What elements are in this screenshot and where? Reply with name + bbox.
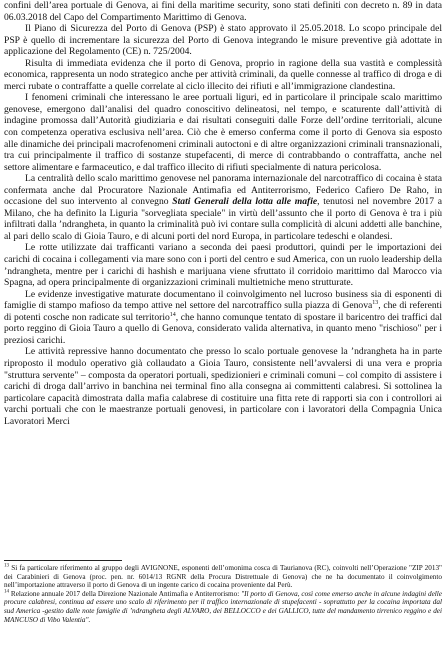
footnote-ref: 13 bbox=[4, 563, 9, 569]
document-page bbox=[4, 0, 442, 427]
text-run: Risulta di immediata evidenza che il porto di Genova, proprio in ragione della sua vastità e complessità economica, rappresenta un nodo strategico anche per attività criminali, da quelle connesse al traffico di droga e di merci rubate o contraffatte a quelle correlate al ciclo illecito dei rifiuti e all’immigrazione clandestina. bbox=[4, 57, 442, 92]
paragraph-7 bbox=[4, 289, 442, 347]
text-run: , che di referenti di potenti cosche non radicate sul territorio bbox=[4, 300, 442, 323]
footnote-ref: 14 bbox=[169, 311, 176, 318]
footnote-1 bbox=[4, 564, 442, 590]
footnotes bbox=[4, 564, 442, 624]
paragraph-4 bbox=[4, 92, 442, 173]
text-run: I fenomeni criminali che interessano le aree portuali liguri, ed in particolare il principale scalo marittimo genovese, emergono dall’analisi del quadro conoscitivo delineatosi, nel tempo, e scaturente dall’attività di indagine promossa dall’Autorità giudiziaria e dai risultati conseguiti dalle Forze dell’ordine territoriali, alcune con competenza operativa esclusiva nell’area. Ciò che è emerso conferma come il porto di Genova sia esposto alle dinamiche dei principali macrofenomeni criminali autoctoni e di altre organizzazioni criminali transnazionali, tra cui principalmente il traffico di sostanze stupefacenti, di merce di contrabbando o contraffatta, anche nel settore alimentare e farmaceutico, e dal traffico illecito di rifiuti specialmente di natura pericolosa. bbox=[4, 92, 442, 173]
text-run: Il Piano di Sicurezza del Porto di Genova (PSP) è stato approvato il 25.05.2018. Lo scopo principale del PSP è quello di incrementare la sicurezza del Porto di Genova integrando le misure preventive già adottate in applicazione del Regolamento (CE) n. 725/2004. bbox=[4, 23, 442, 58]
footnote-2 bbox=[4, 590, 442, 624]
text-run: La centralità dello scalo marittimo genovese nel panorama internazionale del narcotraffico di cocaina è stata confermata anche dal Procuratore Nazionale Antimafia ed Antiterrorismo, Federico Cafiero De Raho, in occasione del suo intervento al convegno bbox=[4, 173, 442, 208]
footnote-separator bbox=[4, 560, 122, 561]
text-run: Stati Generali della lotta alle mafie bbox=[172, 196, 318, 208]
body-text bbox=[4, 0, 442, 427]
paragraph-6 bbox=[4, 242, 442, 288]
text-run: Si fa particolare riferimento al gruppo degli AVIGNONE, esponenti dell’omonima cosca di Taurianova (RC), coinvolti nell’Operazione "ZIP 2013" dei Carabinieri di Genova (proc. pen. nr. 6014/13 RGNR della Procura Distrettuale di Genova) che ne ha documentato il coinvolgimento nell’importazione attraverso il porto di Genova di un ingente carico di cocaina proveniente dal Perù. bbox=[4, 564, 442, 590]
text-run: confini dell’area portuale di Genova, ai fini della maritime security, sono stati definiti con decreto n. 89 in data 06.03.2018 del Capo del Compartimento Marittimo di Genova. bbox=[4, 0, 442, 23]
text-run: , tenutosi nel novembre 2017 a Milano, che ha definito la Liguria "sorvegliata speciale" in virtù dell’assunto che il porto di Genova è tra i più infiltrati dalla ’ndrangheta, in quanto la criminalità può ivi contare sulla complicità di alcuni addetti alle banchine, al pari dello scalo di Gioia Tauro, e di alcuni porti del nord Europa, in particolare tedeschi e olandesi. bbox=[4, 196, 442, 242]
footnote-ref: 13 bbox=[372, 300, 379, 307]
text-run: , che hanno comunque tentato di spostare il baricentro dei traffici dal porto reggino di Gioia Tauro a quello di Genova, considerato valida alternativa, in quanto meno "rischioso" per i preziosi carichi. bbox=[4, 311, 443, 346]
footnote-ref: 14 bbox=[4, 589, 9, 595]
paragraph-5 bbox=[4, 173, 442, 242]
paragraph-8 bbox=[4, 346, 442, 427]
text-run: Le evidenze investigative maturate documentano il coinvolgimento nel lucroso business sia di esponenti di famiglie di stampo mafioso da tempo attive nel settore del narcotraffico sulla piazza di Genova bbox=[4, 288, 442, 312]
text-run: Le attività repressive hanno documentato che presso lo scalo portuale genovese la ’ndrangheta ha in parte riproposto il modulo operativo già collaudato a Gioia Tauro, consistente nell’avvalersi di una vera e propria "struttura servente" – composta da operatori portuali, spedizionieri e criminali comuni – col compito di assistere i carichi di droga dall’arrivo in banchina nei terminal fino alla consegna ai committenti calabresi. Si sottolinea la particolare capacità dimostrata dalla mafia calabrese di costituire una fitta rete di rapporti sia con i controllori ai varchi portuali che con le maestranze portuali genovesi, in particolare con i lavoratori della Compagnia Unica Lavoratori Merci bbox=[4, 346, 442, 427]
paragraph-3 bbox=[4, 58, 442, 93]
text-run: "Il porto di Genova, così come emerso anche in alcune indagini delle procure calabresi, continua ad essere uno scalo di riferimento per il traffico internazionale di stupefacenti - soprattutto per la cocaina importata dal sud America -gestito dalle note famiglie di ’ndrangheta degli ALVARO, dei BELLOCCO e dei GALLICO, tutte del mandamento tirrenico reggino e dei MANCUSO di Vibo Valentia". bbox=[4, 589, 442, 624]
text-run: Le rotte utilizzate dai trafficanti variano a seconda dei paesi produttori, quindi per le importazioni dei carichi di cocaina i collegamenti via mare sono con i porti del centro e sud America, con un ruolo leadership della ’ndrangheta, mentre per i carichi di hashish e marijuana viene sfruttato il corridoio marittimo dal Marocco via Spagna, ad opera principalmente di organizzazioni criminali multietniche meno strutturate. bbox=[4, 242, 442, 289]
text-run: Relazione annuale 2017 della Direzione Nazionale Antimafia e Antiterrorismo: bbox=[9, 589, 242, 598]
paragraph-2 bbox=[4, 23, 442, 58]
paragraph-1 bbox=[4, 0, 442, 23]
